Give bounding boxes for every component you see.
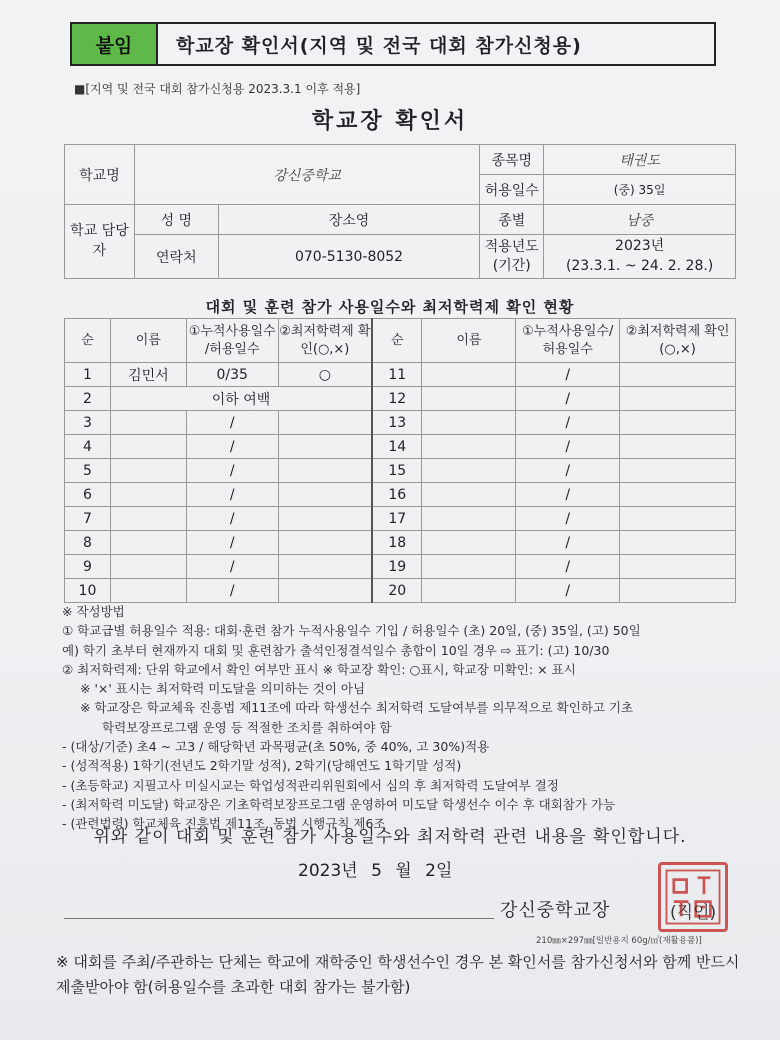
academic-check (278, 483, 372, 507)
row-number: 5 (65, 459, 111, 483)
table-row (65, 507, 736, 531)
confirmation-statement: 위와 같이 대회 및 훈련 참가 사용일수와 최저학력 관련 내용을 확인합니다. (93, 827, 687, 847)
athlete-name (110, 507, 186, 531)
instruction-line: - (최저학력 미도달) 학교장은 기초학력보장프로그램 운영하여 미도달 학생선수 이수 후 대회참가 가능 (62, 796, 616, 812)
academic-check (278, 435, 372, 459)
athlete-name (422, 435, 516, 459)
row-number: 12 (372, 387, 422, 411)
attachment-badge: 붙임 (72, 24, 158, 64)
contact-person-label-text: 학교 담당자 (70, 222, 129, 259)
row-number: 16 (372, 483, 422, 507)
athlete-name (110, 579, 186, 603)
days-used: / (516, 555, 620, 579)
instruction-line: 예) 학기 초부터 현재까지 대회 및 훈련참가 출석인정결석일수 총합이 10일 경우 ⇨ 표기: (고) 10/30 (62, 642, 610, 658)
col-no-header: 순 (65, 319, 111, 363)
academic-check (620, 579, 736, 603)
academic-check (278, 459, 372, 483)
apply-period-value: (23.3.1. ~ 24. 2. 28.) (565, 257, 714, 274)
row-number: 4 (65, 435, 111, 459)
days-used: / (186, 579, 278, 603)
attachment-header (70, 22, 716, 66)
days-used: 0/35 (186, 363, 278, 387)
blank-remainder-note: 이하 여백 (110, 387, 372, 411)
paper-spec: 210㎜×297㎜[일반용지 60g/㎡(재활용품)] (536, 936, 702, 946)
school-name-label: 학교명 (65, 145, 135, 205)
name-value: 장소영 (218, 205, 480, 235)
days-used: / (186, 435, 278, 459)
event-label: 종목명 (480, 145, 544, 175)
athlete-name (422, 459, 516, 483)
instruction-line: - (성적적용) 1학기(전년도 2학기말 성적), 2학기(당해연도 1학기말 성적) (62, 758, 462, 774)
col-academic-header-right: ②최저학력제 확인(○,×) (620, 319, 736, 363)
athlete-name (422, 507, 516, 531)
category-label: 종별 (480, 205, 544, 235)
instruction-line: - (대상/기준) 초4 ~ 고3 / 해당학년 과목평균(초 50%, 중 40%, 고 30%)적용 (62, 739, 490, 755)
table-row (65, 483, 736, 507)
athlete-name (422, 555, 516, 579)
academic-check (278, 411, 372, 435)
row-number: 18 (372, 531, 422, 555)
instruction-line: ② 최저학력제: 단위 학교에서 확인 여부만 표시 ※ 학교장 확인: ○표시, 학교장 미확인: × 표시 (62, 661, 576, 677)
divider-line (64, 918, 494, 919)
allowed-days-value: (중) 35일 (544, 175, 736, 205)
athlete-status-table (64, 318, 736, 603)
col-name-header-right: 이름 (422, 319, 516, 363)
days-used: / (516, 507, 620, 531)
academic-check (278, 579, 372, 603)
col-no-header-right: 순 (372, 319, 422, 363)
athlete-name (422, 363, 516, 387)
academic-check (620, 507, 736, 531)
name-label: 성 명 (134, 205, 218, 235)
academic-check: ○ (278, 363, 372, 387)
row-number: 9 (65, 555, 111, 579)
academic-check (620, 435, 736, 459)
row-number: 3 (65, 411, 111, 435)
row-number: 2 (65, 387, 111, 411)
table-row (65, 579, 736, 603)
instruction-line: - (초등학교) 지필고사 미실시교는 학업성적관리위원회에서 심의 후 최저학력 도달여부 결정 (62, 777, 559, 793)
athlete-name (110, 531, 186, 555)
apply-year-value: 2023년 (615, 237, 665, 254)
table-row (65, 459, 736, 483)
athlete-name (110, 483, 186, 507)
days-used: / (516, 483, 620, 507)
academic-check (620, 531, 736, 555)
row-number: 19 (372, 555, 422, 579)
allowed-days-label: 허용일수 (480, 175, 544, 205)
days-used: / (186, 555, 278, 579)
col-days-header-right: ①누적사용일수/ 허용일수 (516, 319, 620, 363)
table-row (65, 387, 736, 411)
instructions (62, 602, 742, 834)
academic-check (620, 483, 736, 507)
academic-check (620, 411, 736, 435)
athlete-name (422, 387, 516, 411)
days-used: / (516, 459, 620, 483)
row-number: 10 (65, 579, 111, 603)
school-info-table (64, 144, 736, 279)
academic-check (620, 459, 736, 483)
table-row (65, 555, 736, 579)
row-number: 13 (372, 411, 422, 435)
row-number: 8 (65, 531, 111, 555)
row-number: 17 (372, 507, 422, 531)
athlete-name (110, 411, 186, 435)
table-row (65, 411, 736, 435)
days-used: / (186, 531, 278, 555)
table-row (65, 363, 736, 387)
instruction-line: ※ '×' 표시는 최저학력 미도달을 의미하는 것이 아님 (80, 681, 366, 697)
days-used: / (186, 411, 278, 435)
phone-value: 070-5130-8052 (218, 235, 480, 279)
days-used: / (516, 435, 620, 459)
athlete-name (422, 483, 516, 507)
academic-check (278, 555, 372, 579)
days-used: / (516, 387, 620, 411)
issue-date: 2023년 5 월 2일 (298, 861, 453, 881)
academic-check (278, 507, 372, 531)
col-days-header: ①누적사용일수 /허용일수 (186, 319, 278, 363)
academic-check (278, 531, 372, 555)
apply-year-label: 적용년도 (기간) (480, 235, 544, 279)
athlete-name (110, 459, 186, 483)
days-used: / (186, 483, 278, 507)
row-number: 11 (372, 363, 422, 387)
instruction-line: ※ 작성방법 (62, 604, 125, 619)
row-number: 15 (372, 459, 422, 483)
category-value: 남중 (544, 205, 736, 235)
row-number: 20 (372, 579, 422, 603)
section-title: 대회 및 훈련 참가 사용일수와 최저학력제 확인 현황 (205, 298, 575, 316)
row-number: 6 (65, 483, 111, 507)
row-number: 14 (372, 435, 422, 459)
athlete-name: 김민서 (110, 363, 186, 387)
academic-check (620, 363, 736, 387)
principal-signature: 강신중학교장 (500, 900, 611, 921)
instruction-line: - (관련법령) 학교체육 진흥법 제11조, 동법 시행규칙 제6조 (62, 816, 386, 832)
athlete-name (422, 579, 516, 603)
row-number: 1 (65, 363, 111, 387)
footer-notice: ※ 대회를 주최/주관하는 단체는 학교에 재학중인 학생선수인 경우 본 확인서를 참가신청서와 함께 반드시 제출받아야 함(허용일수를 초과한 대회 참가는 불가함) (56, 953, 740, 996)
table-row (65, 435, 736, 459)
attachment-title: 학교장 확인서(지역 및 전국 대회 참가신청용) (176, 34, 582, 57)
applicability-note: ■[지역 및 전국 대회 참가신청용 2023.3.1 이후 적용] (74, 82, 361, 96)
days-used: / (186, 459, 278, 483)
instruction-line: 학력보장프로그램 운영 등 적절한 조치를 취하여야 함 (102, 719, 392, 735)
days-used: / (516, 411, 620, 435)
instruction-line: ※ 학교장은 학교체육 진흥법 제11조에 따라 학생선수 최저학력 도달여부를 의무적으로 확인하고 기초 (80, 700, 634, 716)
days-used: / (186, 507, 278, 531)
instruction-line: ① 학교급별 허용일수 적용: 대회·훈련 참가 누적사용일수 기입 / 허용일수 (초) 20일, (중) 35일, (고) 50일 (62, 623, 641, 639)
athlete-name (110, 555, 186, 579)
document-title: 학교장 확인서 (311, 109, 469, 134)
days-used: / (516, 363, 620, 387)
table-row (65, 531, 736, 555)
academic-check (620, 387, 736, 411)
athlete-name (422, 411, 516, 435)
col-academic-header: ②최저학력제 확인(○,×) (278, 319, 372, 363)
days-used: / (516, 579, 620, 603)
seal-label: (직인) (670, 903, 717, 923)
row-number: 7 (65, 507, 111, 531)
apply-year-cell (544, 235, 736, 279)
event-value: 태권도 (544, 145, 736, 175)
col-name-header: 이름 (110, 319, 186, 363)
school-name-value: 강신중학교 (134, 145, 479, 205)
academic-check (620, 555, 736, 579)
days-used: / (516, 531, 620, 555)
contact-person-label (65, 205, 135, 279)
athlete-name (110, 435, 186, 459)
phone-label: 연락처 (134, 235, 218, 279)
athlete-name (422, 531, 516, 555)
